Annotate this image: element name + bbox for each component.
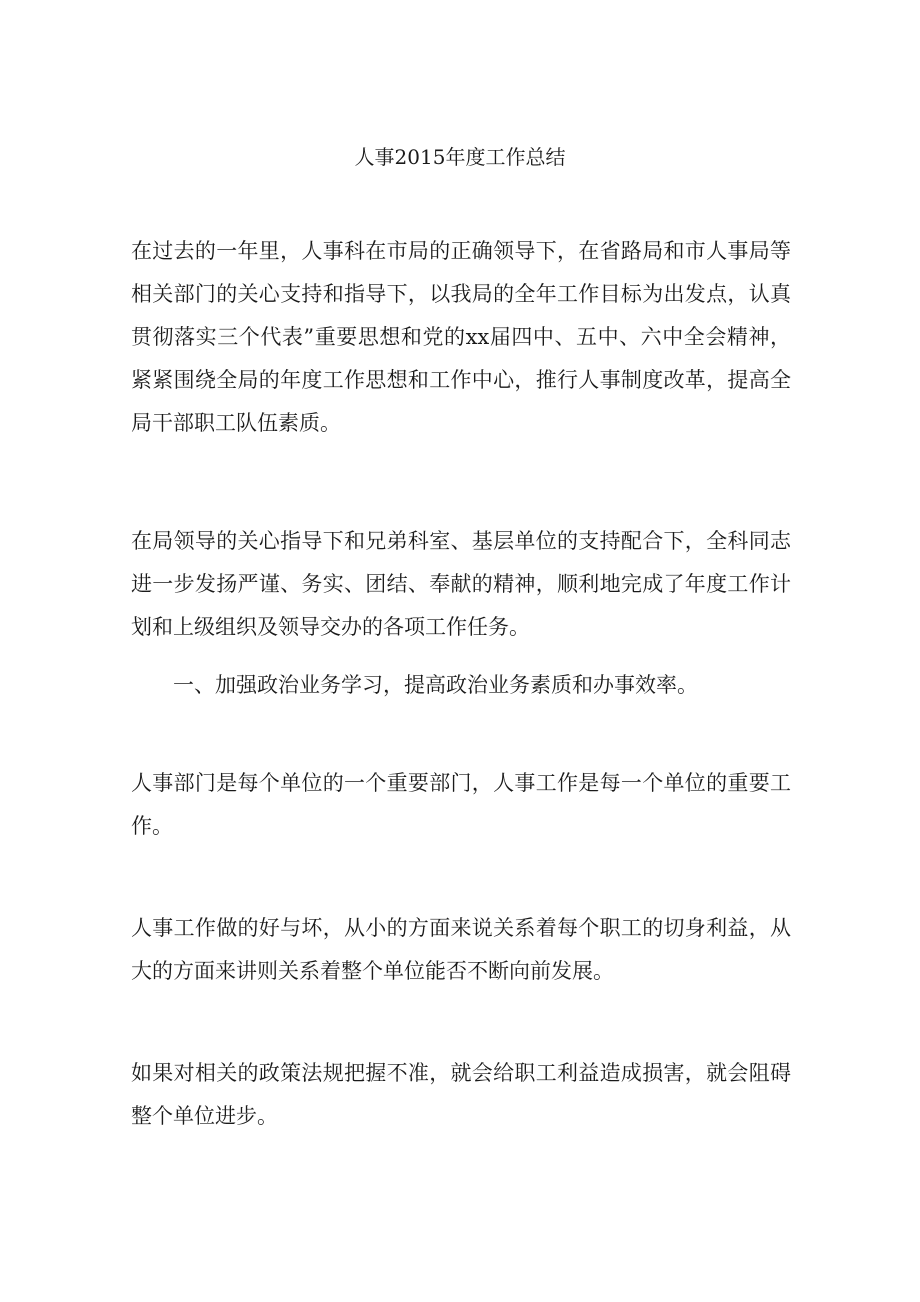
document-title: 人事2015年度工作总结	[354, 145, 566, 169]
section-paragraph: 人事部门是每个单位的一个重要部门，人事工作是每一个单位的重要工作。	[131, 771, 791, 838]
section-heading: 一、加强政治业务学习，提高政治业务素质和办事效率。	[173, 673, 698, 697]
section-paragraph: 如果对相关的政策法规把握不准，就会给职工利益造成损害，就会阻碍整个单位进步。	[131, 1061, 791, 1128]
section-paragraph: 人事工作做的好与坏，从小的方面来说关系着每个职工的切身利益，从大的方面来讲则关系着整个单位能否不断向前发展。	[131, 916, 791, 983]
intro-paragraph: 在过去的一年里，人事科在市局的正确领导下，在省路局和市人事局等相关部门的关心支持和指导下，以我局的全年工作目标为出发点，认真贯彻落实三个代表”重要思想和党的xx届四中、五中、六中全会精神，紧紧围绕全局的年度工作思想和工作中心，推行人事制度改革，提高全局干部职工队伍素质。	[131, 239, 791, 435]
summary-paragraph: 在局领导的关心指导下和兄弟科室、基层单位的支持配合下，全科同志进一步发扬严谨、务实、团结、奉献的精神，顺利地完成了年度工作计划和上级组织及领导交办的各项工作任务。	[131, 529, 791, 639]
